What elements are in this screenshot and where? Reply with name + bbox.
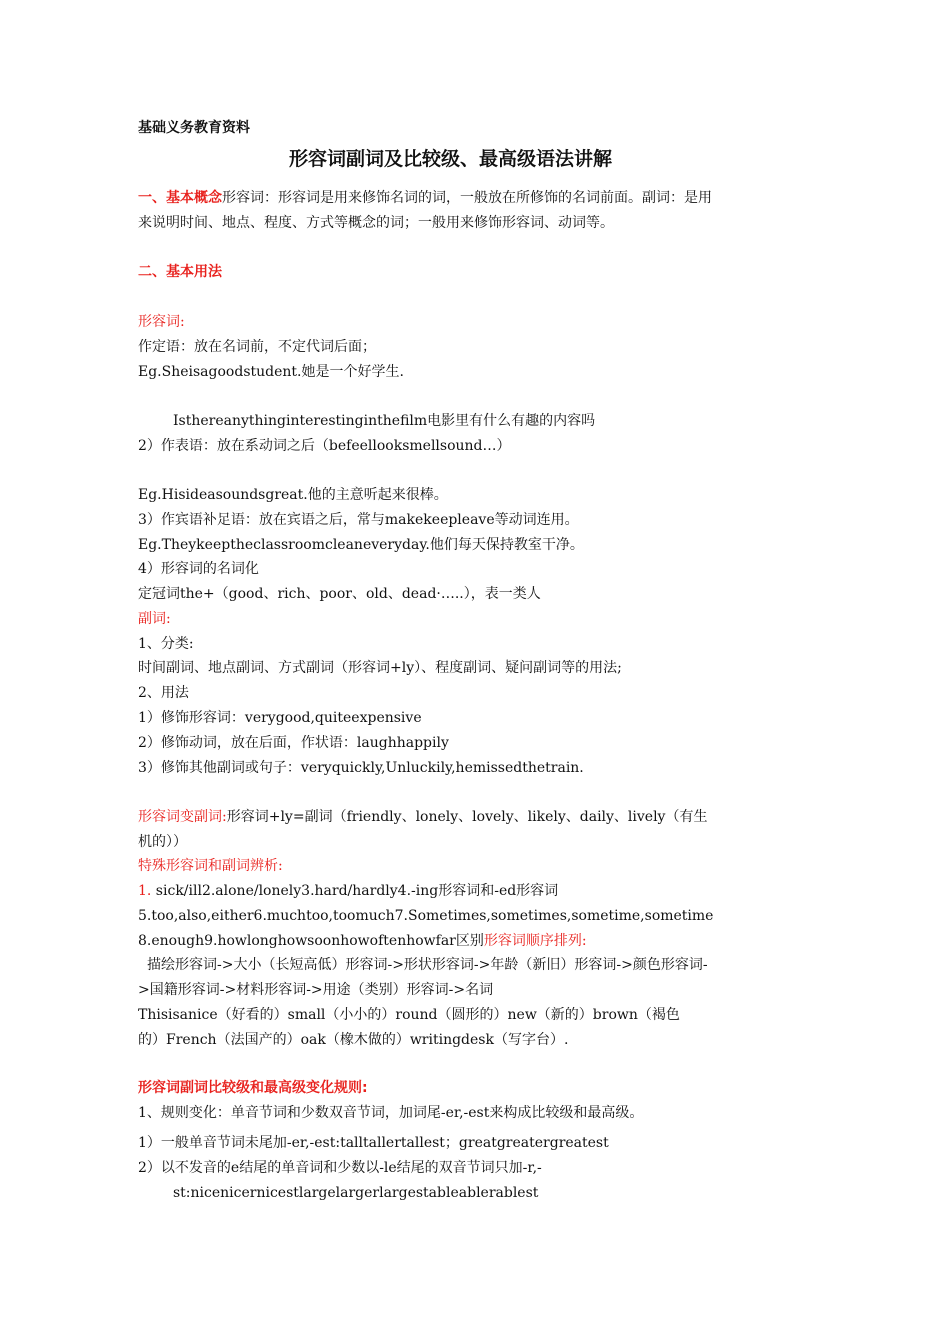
adjective-line: 定冠词the+（good、rich、poor、old、dead·…..），表一类人 [138, 586, 541, 602]
adverb-line: 1）修饰形容词：verygood,quiteexpensive [138, 710, 422, 726]
section1-line1 [138, 188, 712, 208]
adj-to-adv-line1 [138, 807, 707, 827]
comparison-line: 2）以不发音的e结尾的单音词和少数以-le结尾的双音节词只加-r,- [138, 1160, 542, 1176]
special-line2: 5.too,also,either6.muchtoo,toomuch7.Sometimes,sometimes,sometime,sometime [138, 908, 714, 924]
special-line1 [138, 881, 558, 901]
comparison-line: 1）一般单音节词未尾加-er,-est:talltallertallest；greatgreatergreatest [138, 1135, 609, 1151]
example-line2: 的）French（法国产的）oak（橡木做的）writingdesk（写字台）. [138, 1032, 569, 1048]
adjective-line: Eg.Sheisagoodstudent.她是一个好学生. [138, 364, 404, 380]
page-title: 形容词副词及比较级、最高级语法讲解 [289, 148, 613, 170]
section1-text-line2: 来说明时间、地点、程度、方式等概念的词；一般用来修饰形容词、动词等。 [138, 215, 614, 231]
adj-to-adv-text: 形容词+ly=副词（friendly、lonely、lovely、likely、daily、lively（有生 [226, 809, 708, 825]
adjective-line: 4）形容词的名词化 [138, 561, 259, 577]
order-heading: 形容词顺序排列: [483, 933, 587, 949]
special-line3 [138, 931, 587, 951]
adj-to-adv-heading: 形容词变副词: [138, 809, 227, 825]
section1-heading: 一、基本概念 [138, 190, 222, 206]
header-label: 基础义务教育资料 [138, 120, 250, 136]
adjective-line: 3）作宾语补足语：放在宾语之后，常与makekeepleave等动词连用。 [138, 512, 579, 528]
adj-to-adv-line2: 机的）） [138, 834, 187, 850]
adverb-line: 1、分类: [138, 636, 194, 652]
adjective-line: 作定语：放在名词前，不定代词后面； [138, 339, 376, 355]
adjective-line: Eg.Theykeeptheclassroomcleaneveryday.他们每天保持教室干净。 [138, 537, 584, 553]
section2-heading: 二、基本用法 [138, 264, 222, 280]
order-line1: 描绘形容词->大小（长短高低）形容词->形状形容词->年龄（新旧）形容词->颜色形容词- [147, 957, 708, 973]
adjective-line: Isthereanythinginterestinginthefilm电影里有什么有趣的内容吗 [173, 413, 596, 429]
special-heading: 特殊形容词和副词辨析: [138, 858, 283, 874]
adjective-heading: 形容词: [138, 314, 185, 330]
comparison-line: 1、规则变化：单音节词和少数双音节词，加词尾-er,-est来构成比较级和最高级。 [138, 1105, 644, 1121]
adverb-line: 3）修饰其他副词或句子：veryquickly,Unluckily,hemissedthetrain. [138, 760, 584, 776]
special-line1-text: sick/ill2.alone/lonely3.hard/hardly4.-ing形容词和-ed形容词 [151, 883, 559, 899]
special-num1: 1. [138, 883, 152, 899]
adverb-line: 2、用法 [138, 685, 189, 701]
adverb-line: 时间副词、地点副词、方式副词（形容词+ly）、程度副词、疑问副词等的用法; [138, 660, 622, 676]
comparison-line: st:nicenicernicestlargelargerlargestableablerablest [173, 1185, 539, 1201]
special-line3-text: 8.enough9.howlonghowsoonhowoftenhowfar区别 [138, 933, 484, 949]
order-line2: >国籍形容词->材料形容词->用途（类别）形容词->名词 [138, 982, 494, 998]
example-line1: Thisisanice（好看的）small（小小的）round（圆形的）new（新的）brown（褐色 [138, 1007, 680, 1023]
adverb-heading: 副词: [138, 611, 171, 627]
adjective-line: Eg.Hisideasoundsgreat.他的主意听起来很棒。 [138, 487, 448, 503]
section1-text-line1: 形容词：形容词是用来修饰名词的词，一般放在所修饰的名词前面。副词：是用 [222, 190, 712, 206]
adjective-line: 2）作表语：放在系动词之后（befeellooksmellsound…） [138, 438, 511, 454]
comparison-heading: 形容词副词比较级和最高级变化规则: [138, 1080, 368, 1096]
adverb-line: 2）修饰动词，放在后面，作状语：laughhappily [138, 735, 449, 751]
